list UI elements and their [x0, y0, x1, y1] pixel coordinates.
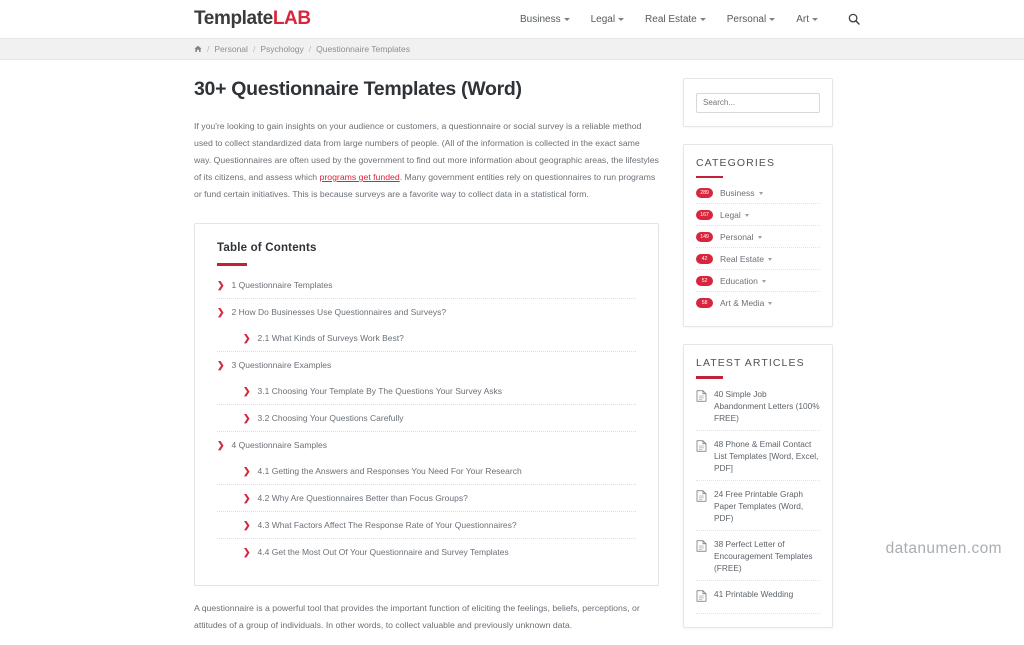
article-title: 24 Free Printable Graph Paper Templates (Word, PDF) — [714, 488, 804, 523]
chevron-right-icon: ❯ — [243, 385, 251, 396]
category-label-wrap — [720, 210, 749, 220]
search-icon[interactable] — [848, 13, 860, 25]
table-of-contents — [194, 223, 659, 586]
document-icon — [696, 439, 707, 457]
category-item-business[interactable] — [696, 182, 820, 204]
toc-item-2[interactable] — [217, 299, 636, 325]
toc-item-1[interactable] — [217, 272, 636, 299]
category-item-real-estate[interactable] — [696, 248, 820, 270]
toc-item-4-3[interactable] — [217, 512, 636, 539]
chevron-right-icon: ❯ — [217, 359, 225, 370]
chevron-down-icon — [745, 214, 749, 217]
chevron-down-icon — [762, 280, 766, 283]
sidebar — [683, 78, 833, 645]
page-title: 30+ Questionnaire Templates (Word) — [194, 78, 522, 100]
chevron-down-icon — [700, 18, 706, 21]
article-title: 48 Phone & Email Contact List Templates [Word, Excel, PDF] — [714, 438, 819, 473]
toc-item-label: 4 Questionnaire Samples — [231, 439, 327, 450]
chevron-down-icon — [768, 258, 772, 261]
category-count-badge: 42 — [696, 254, 713, 264]
categories-accent-rule — [696, 176, 723, 179]
main-navigation — [520, 0, 860, 38]
toc-item-3-1[interactable] — [217, 378, 636, 405]
category-label-wrap — [720, 254, 772, 264]
toc-item-4[interactable] — [217, 432, 636, 458]
toc-item-label: 4.2 Why Are Questionnaires Better than Focus Groups? — [257, 492, 468, 503]
category-label: Business — [720, 188, 755, 198]
chevron-right-icon: ❯ — [217, 306, 225, 317]
category-label: Personal — [720, 232, 754, 242]
site-logo[interactable] — [194, 8, 311, 30]
breadcrumb-separator: / — [252, 44, 256, 54]
category-count-badge: 52 — [696, 276, 713, 286]
categories-heading: CATEGORIES — [696, 156, 776, 169]
site-header — [0, 0, 1024, 38]
list-item[interactable] — [696, 531, 820, 581]
chevron-right-icon: ❯ — [243, 412, 251, 423]
intro-paragraph — [194, 118, 659, 203]
toc-item-4-2[interactable] — [217, 485, 636, 512]
category-label-wrap — [720, 188, 763, 198]
nav-label: Legal — [590, 13, 616, 25]
list-item[interactable] — [696, 383, 820, 431]
search-input[interactable] — [696, 93, 820, 113]
category-label: Legal — [720, 210, 741, 220]
toc-item-label: 2 How Do Businesses Use Questionnaires and Surveys? — [231, 306, 447, 317]
breadcrumb-item-psychology[interactable]: Psychology — [260, 44, 304, 54]
breadcrumb-item-personal[interactable]: Personal — [214, 44, 248, 54]
chevron-down-icon — [768, 302, 772, 305]
toc-item-label: 4.4 Get the Most Out Of Your Questionnaire and Survey Templates — [257, 546, 509, 557]
nav-label: Art — [796, 13, 809, 25]
nav-item-legal[interactable] — [591, 14, 624, 25]
search-widget — [683, 78, 833, 127]
category-label: Real Estate — [720, 254, 764, 264]
home-icon[interactable] — [194, 45, 202, 53]
breadcrumb-bar — [0, 38, 1024, 60]
chevron-down-icon — [759, 192, 763, 195]
breadcrumb-separator: / — [308, 44, 312, 54]
toc-item-label: 1 Questionnaire Templates — [231, 279, 333, 290]
chevron-down-icon — [758, 236, 762, 239]
toc-item-label: 3.1 Choosing Your Template By The Questions Your Survey Asks — [257, 385, 502, 396]
category-count-badge: 167 — [696, 210, 713, 220]
category-item-education[interactable] — [696, 270, 820, 292]
chevron-down-icon — [812, 18, 818, 21]
category-item-art-media[interactable] — [696, 292, 820, 313]
toc-item-4-1[interactable] — [217, 458, 636, 485]
page-container — [0, 60, 1024, 645]
toc-list — [217, 272, 636, 565]
main-content — [194, 78, 659, 645]
watermark: datanumen.com — [885, 540, 1002, 557]
category-label-wrap — [720, 276, 766, 286]
logo-text-primary: Template — [194, 8, 273, 29]
nav-item-real-estate[interactable] — [645, 14, 706, 25]
chevron-right-icon: ❯ — [243, 465, 251, 476]
article-title: 41 Printable Wedding — [714, 588, 794, 599]
category-label-wrap — [720, 298, 772, 308]
category-item-legal[interactable] — [696, 204, 820, 226]
document-icon — [696, 539, 707, 557]
programs-get-funded-link[interactable]: programs get funded — [319, 172, 400, 182]
category-count-badge: 58 — [696, 298, 713, 308]
nav-label: Business — [520, 13, 561, 25]
toc-item-3[interactable] — [217, 352, 636, 378]
list-item[interactable] — [696, 581, 820, 614]
toc-item-label: 2.1 What Kinds of Surveys Work Best? — [257, 332, 404, 343]
toc-item-label: 4.3 What Factors Affect The Response Rate of Your Questionnaires? — [257, 519, 517, 530]
toc-item-3-2[interactable] — [217, 405, 636, 432]
category-label-wrap — [720, 232, 762, 242]
chevron-down-icon — [769, 18, 775, 21]
document-icon — [696, 489, 707, 507]
toc-item-label: 4.1 Getting the Answers and Responses You Need For Your Research — [257, 465, 522, 476]
toc-accent-rule — [217, 263, 247, 266]
after-toc-paragraph: A questionnaire is a powerful tool that provides the important function of eliciting the feelings, beliefs, perceptions, or attitudes of a group of individuals. In other words, to collect valuable and previously unknown data. — [194, 602, 640, 630]
latest-articles-accent-rule — [696, 376, 723, 379]
chevron-right-icon: ❯ — [243, 519, 251, 530]
list-item[interactable] — [696, 431, 820, 481]
chevron-right-icon: ❯ — [243, 546, 251, 557]
chevron-right-icon: ❯ — [243, 492, 251, 503]
chevron-right-icon: ❯ — [217, 439, 225, 450]
category-label: Education — [720, 276, 758, 286]
chevron-right-icon: ❯ — [243, 332, 251, 343]
nav-item-personal[interactable] — [727, 14, 775, 25]
nav-label: Personal — [726, 13, 767, 25]
nav-item-business[interactable] — [520, 14, 570, 25]
intro-text-after-link: . Many government entities rely on questionnaires to run programs or fund certain initiatives. This is because surveys are a favorite way to collect data in a statistical form. — [194, 172, 656, 199]
intro-text-before-link: If you're looking to gain insights on your audience or customers, a questionnaire or social survey is a reliable method used to collect standardized data from large numbers of people. (All of the information is collected in the exact same way. Questionnaires are often used by the government to find out more information about geographic areas, the lifestyles of its citizens, and assess which — [194, 121, 659, 182]
latest-articles-widget — [683, 344, 833, 628]
document-icon — [696, 389, 707, 407]
chevron-down-icon — [564, 18, 570, 21]
breadcrumb — [194, 44, 410, 54]
document-icon — [696, 589, 707, 607]
breadcrumb-separator: / — [207, 44, 210, 54]
article-title: 40 Simple Job Abandonment Letters (100% FREE) — [714, 388, 820, 423]
category-count-badge: 289 — [696, 188, 713, 198]
toc-heading: Table of Contents — [217, 242, 317, 254]
chevron-right-icon: ❯ — [217, 279, 225, 290]
nav-item-art[interactable] — [796, 14, 818, 25]
categories-widget — [683, 144, 833, 328]
category-count-badge: 149 — [696, 232, 713, 242]
toc-item-4-4[interactable] — [217, 539, 636, 565]
chevron-down-icon — [618, 18, 624, 21]
toc-item-label: 3.2 Choosing Your Questions Carefully — [257, 412, 404, 423]
toc-item-2-1[interactable] — [217, 325, 636, 352]
list-item[interactable] — [696, 481, 820, 531]
category-item-personal[interactable] — [696, 226, 820, 248]
article-title: 38 Perfect Letter of Encouragement Templates (FREE) — [714, 538, 813, 573]
logo-text-accent: LAB — [272, 8, 311, 29]
latest-articles-heading: LATEST ARTICLES — [696, 357, 805, 369]
breadcrumb-item-current: Questionnaire Templates — [316, 44, 411, 54]
category-label: Art & Media — [720, 298, 765, 308]
nav-label: Real Estate — [645, 13, 697, 25]
toc-item-label: 3 Questionnaire Examples — [231, 359, 332, 370]
